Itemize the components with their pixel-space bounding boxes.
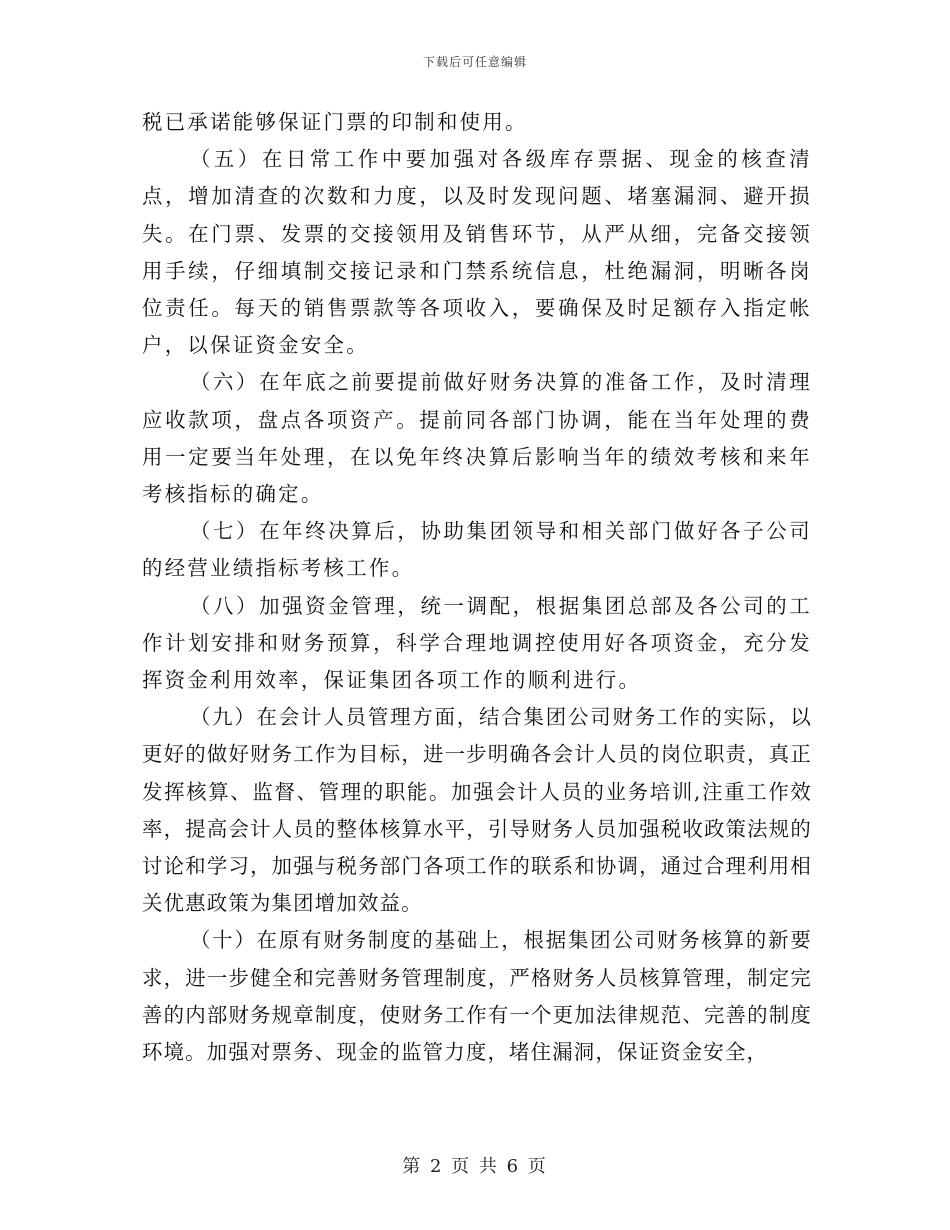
paragraph-item-10: （十）在原有财务制度的基础上，根据集团公司财务核算的新要求，进一步健全和完善财务管理制度，严格财务人员核算管理，制定完善的内部财务规章制度，使财务工作有一个更加法律规范、完善的制度环境。加强对票务、现金的监管力度，堵住漏洞，保证资金安全， <box>142 928 812 1065</box>
paragraph-continuation: 税已承诺能够保证门票的印制和使用。 <box>142 110 528 134</box>
paragraph-item-8: （八）加强资金管理，统一调配，根据集团总部及各公司的工作计划安排和财务预算，科学合理地调控使用好各项资金，充分发挥资金利用效率，保证集团各项工作的顺利进行。 <box>142 593 812 693</box>
page-number: 第 2 页 共 6 页 <box>402 1156 548 1177</box>
page-header-note: 下载后可任意编辑 <box>422 55 527 69</box>
paragraph-item-9: （九）在会计人员管理方面，结合集团公司财务工作的实际，以更好的做好财务工作为目标，进一步明确各会计人员的岗位职责，真正发挥核算、监督、管理的职能。加强会计人员的业务培训,注重工作效率，提高会计人员的整体核算水平，引导财务人员加强税收政策法规的讨论和学习，加强与税务部门各项工作的联系和协调，通过合理利用相关优惠政策为集团增加效益。 <box>142 705 812 916</box>
paragraph-item-5: （五）在日常工作中要加强对各级库存票据、现金的核查清点，增加清查的次数和力度，以及时发现问题、堵塞漏洞、避开损失。在门票、发票的交接领用及销售环节，从严从细，完备交接领用手续，仔细填制交接记录和门禁系统信息，杜绝漏洞，明晰各岗位责任。每天的销售票款等各项收入，要确保及时足额存入指定帐户，以保证资金安全。 <box>142 147 812 358</box>
paragraph-item-7: （七）在年终决算后，协助集团领导和相关部门做好各子公司的经营业绩指标考核工作。 <box>142 519 812 581</box>
document-body <box>142 104 812 1071</box>
paragraph-item-6: （六）在年底之前要提前做好财务决算的准备工作，及时清理应收款项，盘点各项资产。提前同各部门协调，能在当年处理的费用一定要当年处理，在以免年终决算后影响当年的绩效考核和来年考核指标的确定。 <box>142 370 812 507</box>
